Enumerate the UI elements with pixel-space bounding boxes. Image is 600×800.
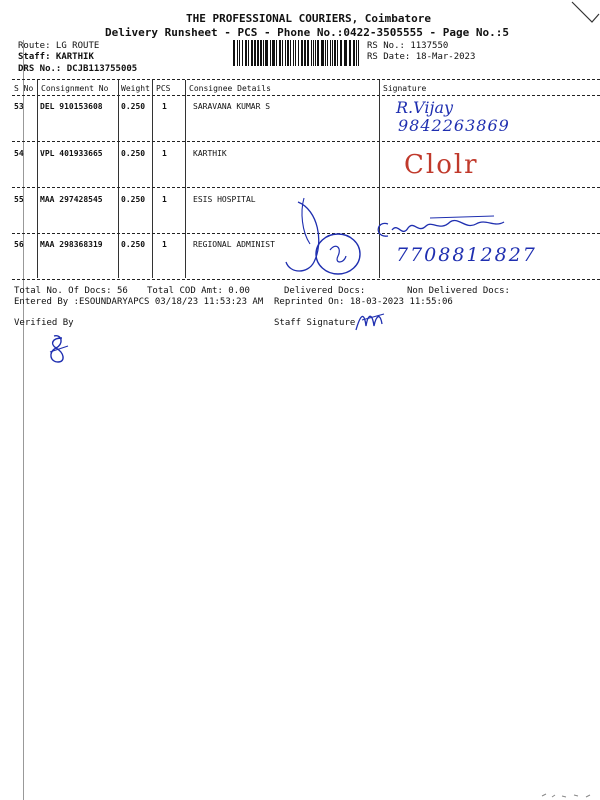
row-consignee: ESIS HOSPITAL [193,195,256,204]
col-weight: Weight [121,84,150,93]
row-consignee: REGIONAL ADMINIST [193,240,275,249]
company-title: THE PROFESSIONAL COURIERS, Coimbatore [186,12,432,25]
table-top-rule [12,79,600,80]
staff-label: Staff: KARTHIK [18,52,94,62]
row-consignee: SARAVANA KUMAR S [193,102,271,111]
col-signature: Signature [383,84,427,93]
row-pcs: 1 [162,195,167,204]
row-weight: 0.250 [121,102,146,111]
row-rule [12,141,600,142]
row-rule [12,187,600,188]
col-sno: S No [14,84,34,93]
runsheet-subtitle: Delivery Runsheet - PCS - Phone No.:0422-3505555 - Page No.:5 [105,26,509,39]
signature-scribble-graphic [280,192,600,282]
row-pcs: 1 [162,149,167,158]
handwritten-phone: 9842263869 [398,116,510,135]
col-divider [37,80,38,278]
delivered-docs: Delivered Docs: [284,286,366,296]
verified-signature-scribble [44,332,74,366]
row-sno: 56 [14,240,24,249]
handwritten-signature: Clolr [404,150,479,180]
row-pcs: 1 [162,102,167,111]
row-weight: 0.250 [121,195,146,204]
row-consignment: MAA 298368319 [40,240,103,249]
row-sno: 55 [14,195,24,204]
total-cod: Total COD Amt: 0.00 [147,286,250,296]
staff-signature-scribble [352,306,388,336]
row-weight: 0.250 [121,149,146,158]
row-consignment: VPL 401933665 [40,149,103,158]
header-bottom-rule [12,95,600,96]
route-label: Route: LG ROUTE [18,41,100,51]
row-consignee: KARTHIK [193,149,227,158]
row-weight: 0.250 [121,240,146,249]
col-consignee: Consignee Details [189,84,271,93]
staff-signature-label: Staff Signature [274,318,356,328]
row-sno: 53 [14,102,24,111]
barcode-image [233,40,361,66]
col-consignment: Consignment No [41,84,109,93]
col-pcs: PCS [156,84,171,93]
col-divider [185,80,186,278]
corner-fold-mark [570,0,600,26]
non-delivered-docs: Non Delivered Docs: [407,286,510,296]
col-divider [152,80,153,278]
verified-by-label: Verified By [14,318,74,328]
rs-date: RS Date: 18-Mar-2023 [367,52,476,62]
rs-number: RS No.: 1137550 [367,41,449,51]
total-docs: Total No. Of Docs: 56 [14,286,128,296]
row-consignment: DEL 910153608 [40,102,103,111]
row-consignment: MAA 297428545 [40,195,103,204]
entered-by: Entered By :ESOUNDARYAPCS 03/18/23 11:53:23 AM [14,297,264,307]
handwritten-signature: R.Vijay [396,98,454,117]
scan-noise [540,790,600,800]
drs-number: DRS No.: DCJB113755005 [18,64,138,74]
row-pcs: 1 [162,240,167,249]
col-divider [118,80,119,278]
row-sno: 54 [14,149,24,158]
reprinted-on: Reprinted On: 18-03-2023 11:55:06 [274,297,453,307]
handwritten-phone: 7708812827 [396,244,537,266]
